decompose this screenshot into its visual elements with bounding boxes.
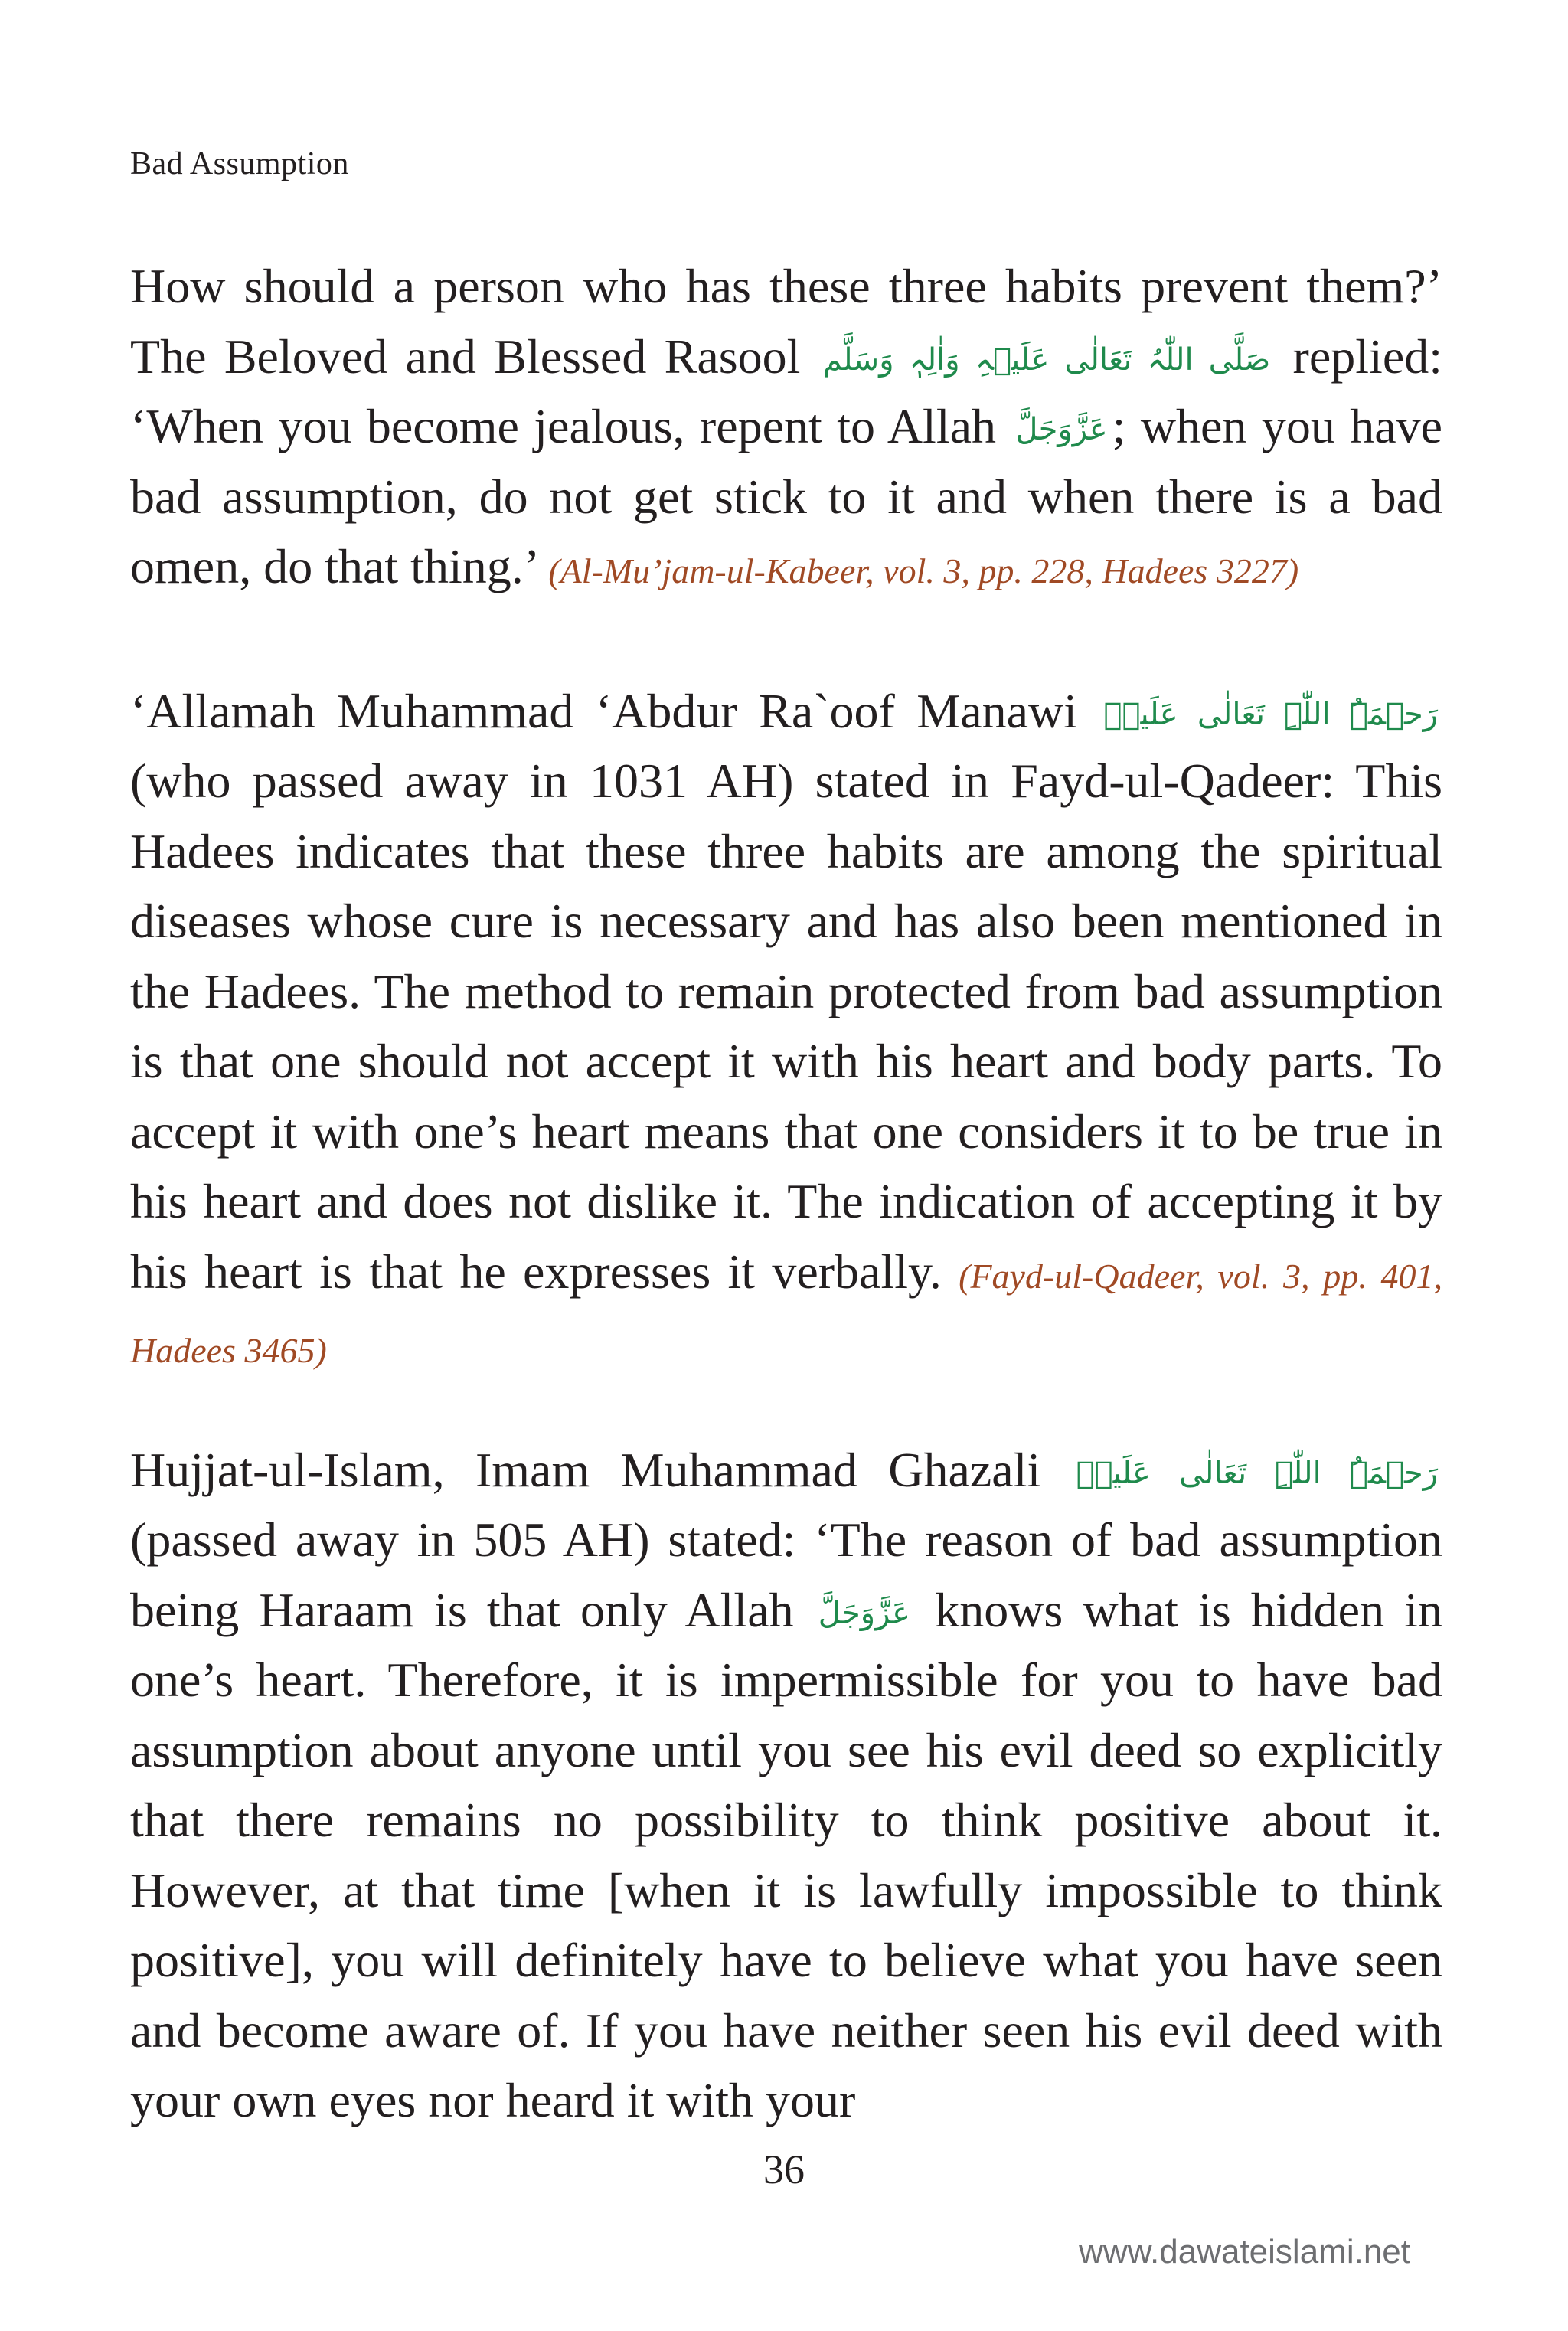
website-url: www.dawateislami.net [1079, 2233, 1410, 2271]
arabic-honorific: عَزَّوَجَلَّ [1015, 412, 1108, 447]
paragraph-text: (passed away in 505 AH) stated: ‘The reason of bad assumption being Haraam is that only Allah [130, 1512, 1442, 1637]
citation-reference: (Al-Mu’jam-ul-Kabeer, vol. 3, pp. 228, Hadees 3227) [548, 551, 1299, 590]
arabic-honorific: عَزَّوَجَلَّ [818, 1595, 911, 1631]
paragraph-2 [130, 676, 1442, 1386]
paragraph-text: How should a person who has these three habits prevent them?’ The Beloved and Blessed Rasool [130, 259, 1442, 384]
arabic-honorific: صَلَّی اللّٰہُ تَعَالٰی عَلَیۡہِ وَاٰلِہٖ وَسَلَّم [822, 342, 1271, 378]
arabic-honorific: رَحۡمَۃُ اللّٰہِ تَعَالٰی عَلَیۡہ [1103, 696, 1438, 732]
page-number: 36 [763, 2146, 805, 2192]
paragraph-text: (who passed away in 1031 AH) stated in Fayd-ul-Qadeer: This Hadees indicates that these three habits are among the spiritual diseases whose cure is necessary and has also been mentioned in the Hadees. The method to remain protected from bad assumption is that one should not accept it with his heart and body parts. To accept it with one’s heart means that one considers it to be true in his heart and does not dislike it. The indication of accepting it by his heart is that he expresses it verbally. [130, 754, 1442, 1299]
page-content [130, 251, 1442, 2136]
running-head-title: Bad Assumption [130, 146, 349, 181]
paragraph-text: replied: ‘When you become jealous, repent to Allah [130, 329, 1443, 453]
paragraph-text: Hujjat-ul-Islam, Imam Muhammad Ghazali [130, 1442, 1072, 1497]
paragraph-1 [130, 251, 1442, 606]
paragraph-text: ; when you have bad assumption, do not get stick to it and when there is a bad omen, do that thing.’ [130, 399, 1442, 593]
citation-reference: (Fayd-ul-Qadeer, vol. 3, pp. 401, Hadees 3465) [130, 1256, 1442, 1370]
paragraph-text: knows what is hidden in one’s heart. Therefore, it is impermissible for you to have bad assumption about anyone until you see his evil deed so explicitly that there remains no possibility to think positive about it. However, at that time [when it is lawfully impossible to think positive], you will definitely have to believe what you have seen and become aware of. If you have neither seen his evil deed with your own eyes nor heard it with your [130, 1582, 1442, 2127]
paragraph-3 [130, 1435, 1442, 2136]
paragraph-text: ‘Allamah Muhammad ‘Abdur Ra`oof Manawi [130, 683, 1099, 738]
arabic-honorific: رَحۡمَۃُ اللّٰہِ تَعَالٰی عَلَیۡہ [1076, 1455, 1439, 1491]
